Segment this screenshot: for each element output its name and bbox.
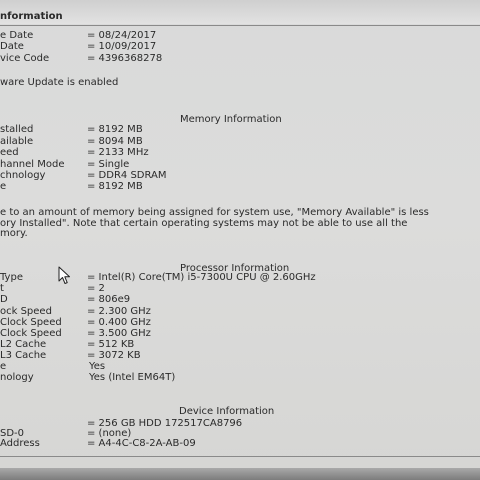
device-value-mac-address: = A4-4C-C8-2A-AB-09 <box>87 438 196 449</box>
memory-value-available: = 8094 MB <box>87 136 143 147</box>
processor-value-max-clock: = 3.500 GHz <box>87 328 151 339</box>
row-value-ship-date: = 08/24/2017 <box>87 30 157 41</box>
row-label-service-code: vice Code <box>0 53 50 64</box>
processor-label-id: D <box>0 294 8 305</box>
memory-section-title: Memory Information <box>180 114 282 125</box>
device-value-ssd: = (none) <box>87 428 132 439</box>
screen-bottom-bezel <box>0 468 480 480</box>
device-label-ssd: SD-0 <box>0 428 25 439</box>
processor-value-ht-capable: Yes <box>89 361 106 372</box>
window-top-edge <box>0 0 480 24</box>
row-label-ship-date: e Date <box>0 30 34 41</box>
processor-label-ht-capable: e <box>0 361 7 372</box>
memory-note-line-1: e to an amount of memory being assigned for system use, "Memory Available" is less <box>0 207 429 218</box>
processor-value-count: = 2 <box>87 283 105 294</box>
memory-note-line-3: mory. <box>0 228 28 239</box>
processor-label-l2-cache: L2 Cache <box>0 339 47 350</box>
device-value-primary-drive: = 256 GB HDD 172517CA8796 <box>87 418 243 429</box>
memory-label-channel-mode: hannel Mode <box>0 159 65 170</box>
processor-value-id: = 806e9 <box>87 294 131 305</box>
memory-label-technology: chnology <box>0 170 46 181</box>
memory-note-line-2: ory Installed". Note that certain operating systems may not be able to use all the <box>0 218 408 229</box>
processor-label-64bit-technology: nology <box>0 372 34 383</box>
processor-label-l3-cache: L3 Cache <box>0 350 47 361</box>
processor-section-title: Processor Information <box>180 263 290 274</box>
memory-label-installed: stalled <box>0 124 34 135</box>
memory-label-size: e <box>0 181 7 192</box>
memory-value-installed: = 8192 MB <box>87 124 143 135</box>
processor-value-l2-cache: = 512 KB <box>87 339 135 350</box>
processor-value-64bit-technology: Yes (Intel EM64T) <box>89 372 176 383</box>
memory-value-speed: = 2133 MHz <box>87 147 149 158</box>
processor-label-type: Type <box>0 272 23 283</box>
memory-value-channel-mode: = Single <box>87 159 130 170</box>
processor-value-l3-cache: = 3072 KB <box>87 350 141 361</box>
processor-value-min-clock: = 0.400 GHz <box>87 317 151 328</box>
section-title-information: nformation <box>0 11 63 22</box>
row-value-date: = 10/09/2017 <box>87 41 157 52</box>
processor-label-min-clock: Clock Speed <box>0 317 62 328</box>
mouse-pointer-icon <box>58 266 74 286</box>
processor-label-count: t <box>0 283 4 294</box>
processor-label-max-clock: Clock Speed <box>0 328 62 339</box>
processor-value-type: = Intel(R) Core(TM) i5-7300U CPU @ 2.60GHz <box>87 272 316 283</box>
device-section-title: Device Information <box>179 406 275 417</box>
row-label-date: Date <box>0 41 24 52</box>
header-divider <box>0 25 480 26</box>
memory-label-available: ailable <box>0 136 34 147</box>
footer-divider <box>0 456 480 457</box>
device-label-mac-address: Address <box>0 438 40 449</box>
processor-value-current-clock: = 2.300 GHz <box>87 306 151 317</box>
memory-value-technology: = DDR4 SDRAM <box>87 170 167 181</box>
memory-label-speed: eed <box>0 147 19 158</box>
firmware-update-notice: ware Update is enabled <box>0 77 119 88</box>
memory-value-size: = 8192 MB <box>87 181 143 192</box>
processor-label-current-clock: ock Speed <box>0 306 52 317</box>
row-value-service-code: = 4396368278 <box>87 53 163 64</box>
